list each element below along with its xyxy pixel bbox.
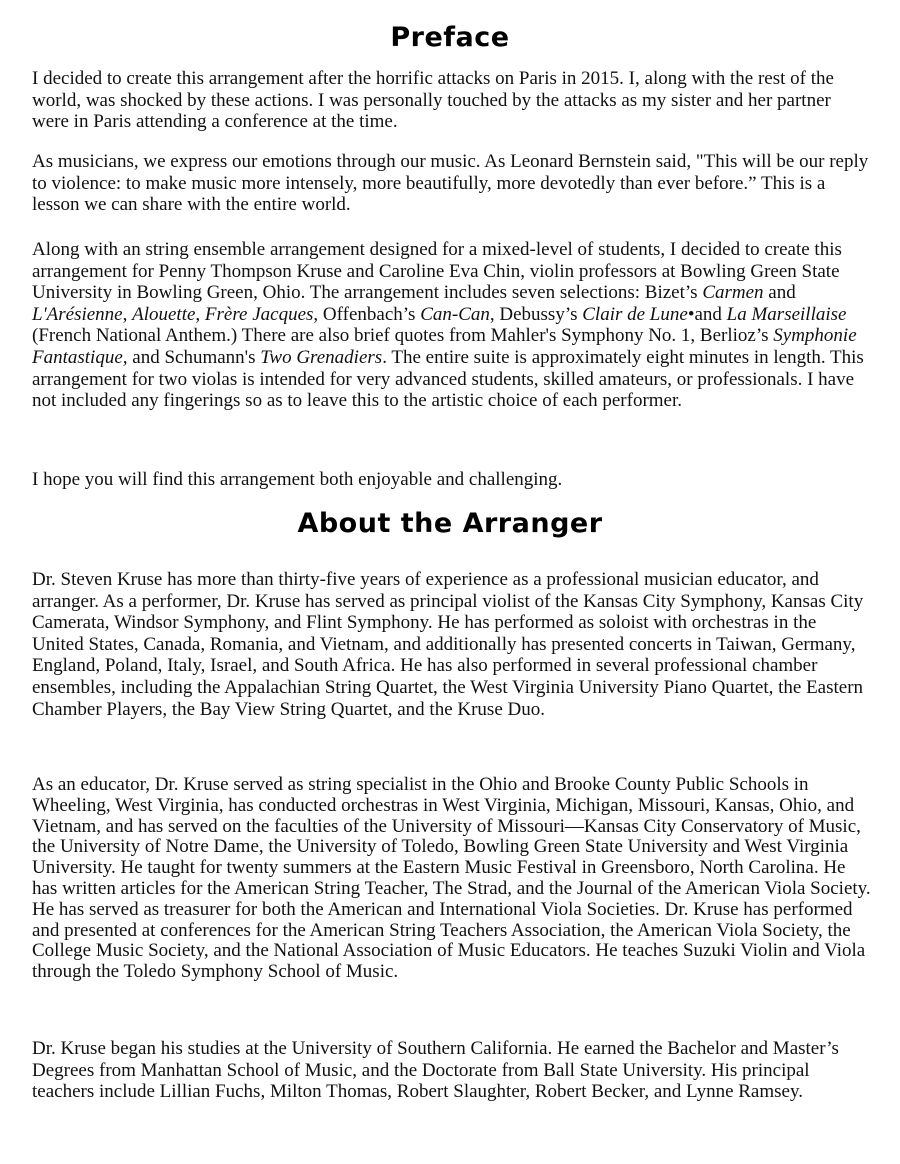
text-span: , Debussy’s bbox=[489, 303, 583, 325]
arranger-paragraph-1: Dr. Steven Kruse has more than thirty-five years of experience as a professional musician educator, and arranger. As a performer, Dr. Kruse has served as principal violist of the Kansas City Symphony, Kansas City Camerata, Windsor Symphony, and Flint Symphony. He has performed as soloist with orchestras in the United States, Canada, Romania, and Vietnam, and additionally has presented concerts in Taiwan, Germany, England, Poland, Italy, Israel, and South Africa. He has also performed in several professional chamber ensembles, including the Appalachian String Quartet, the West Virginia University Piano Quartet, the Eastern Chamber Players, the Bay View String Quartet, and the Kruse Duo. bbox=[32, 569, 864, 720]
title-clair-de-lune: Clair de Lune bbox=[582, 303, 688, 325]
preface-paragraph-3 bbox=[32, 239, 872, 412]
preface-paragraph-4: I hope you will find this arrangement both enjoyable and challenging. bbox=[32, 469, 563, 490]
preface-paragraph-2: As musicians, we express our emotions through our music. As Leonard Bernstein said, "This will be our reply to violence: to make music more intensely, more beautifully, more devotedly than ever before.” This is a lesson we can share with the entire world. bbox=[32, 151, 869, 216]
preface-paragraph-1: I decided to create this arrangement after the horrific attacks on Paris in 2015. I, along with the rest of the world, was shocked by these actions. I was personally touched by the attacks as my sister and her partner were in Paris attending a conference at the time. bbox=[32, 68, 834, 133]
title-can-can: Can-Can bbox=[420, 303, 490, 325]
title-alouette: Alouette bbox=[132, 303, 196, 325]
about-arranger-heading: About the Arranger bbox=[297, 508, 603, 539]
text-span: , Offenbach’s bbox=[313, 303, 421, 325]
text-span: •and bbox=[687, 303, 727, 325]
text-span: . The entire suite is approximately eight minutes in length. This arrangement for two violas is intended for very advanced students, skilled amateurs, or professionals. I have not included any fingerings so as to leave this to the artistic choice of each performer. bbox=[32, 346, 864, 412]
title-arlesienne: L'Arésienne bbox=[32, 303, 123, 325]
arranger-paragraph-2: As an educator, Dr. Kruse served as string specialist in the Ohio and Brooke County Public Schools in Wheeling, West Virginia, has conducted orchestras in West Virginia, Michigan, Missouri, Kansas, Ohio, and Vietnam, and has served on the faculties of the University of Missouri—Kansas City Conservatory of Music, the University of Notre Dame, the University of Toledo, Bowling Green State University and West Virginia University. He taught for twenty summers at the Eastern Music Festival in Greensboro, North Carolina. He has written articles for the American String Teacher, The Strad, and the Journal of the American Viola Society. He has served as treasurer for both the American and International Viola Societies. Dr. Kruse has performed and presented at conferences for the American String Teachers Association, the American Viola Society, the College Music Society, and the National Association of Music Educators. He teaches Suzuki Violin and Viola through the Toledo Symphony School of Music. bbox=[32, 774, 871, 983]
title-la-marseillaise: La Marseillaise bbox=[726, 303, 847, 325]
text-span: (French National Anthem.) There are also brief quotes from Mahler's Symphony No. 1, Berlioz’s bbox=[32, 325, 774, 347]
text-span: Along with an string ensemble arrangement designed for a mixed-level of students, I decided to create this arrangement for Penny Thompson Kruse and Caroline Eva Chin, violin professors at Bowling Green State University in Bowling Green, Ohio. The arrangement includes seven selections: Bizet’s bbox=[32, 239, 842, 304]
arranger-paragraph-3: Dr. Kruse began his studies at the University of Southern California. He earned the Bachelor and Master’s Degrees from Manhattan School of Music, and the Doctorate from Ball State University. His principal teachers include Lillian Fuchs, Milton Thomas, Robert Slaughter, Robert Becker, and Lynne Ramsey. bbox=[32, 1038, 839, 1103]
text-span: , bbox=[122, 303, 133, 325]
title-two-grenadiers: Two Grenadiers bbox=[260, 346, 383, 368]
text-span: and Schumann's bbox=[127, 346, 261, 368]
title-frere-jacques: Frère Jacques bbox=[204, 303, 314, 325]
title-symphonie-fantastique: Symphonie Fantastique, bbox=[32, 325, 857, 368]
text-span: and bbox=[763, 282, 796, 304]
title-carmen: Carmen bbox=[702, 282, 764, 304]
text-span: , bbox=[195, 303, 205, 325]
preface-heading: Preface bbox=[390, 22, 510, 53]
